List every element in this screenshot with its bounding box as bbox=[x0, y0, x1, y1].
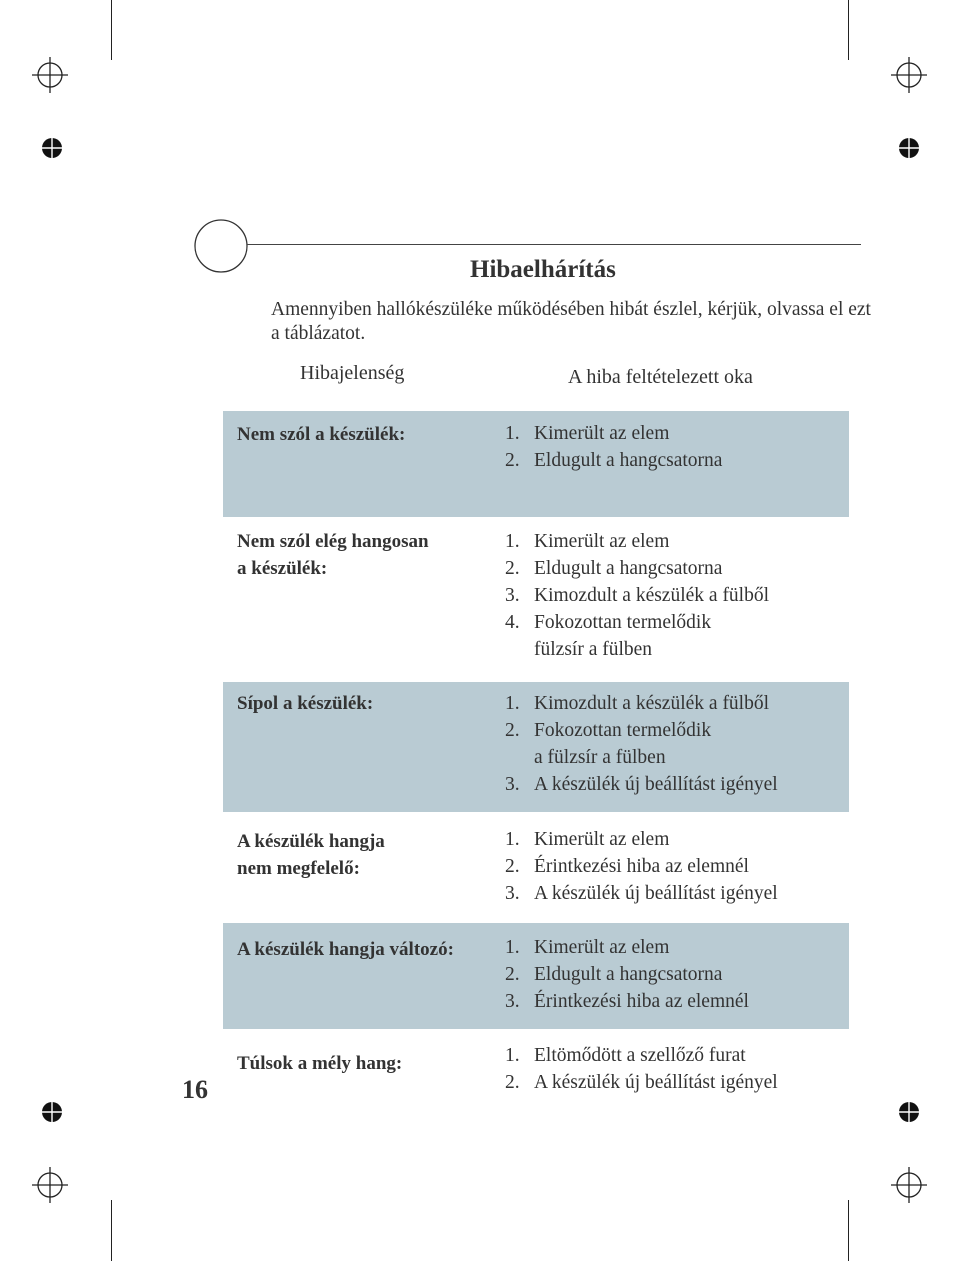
cause-item bbox=[505, 853, 778, 880]
symptom-label bbox=[237, 421, 405, 448]
header-rule bbox=[247, 244, 861, 245]
registration-dot-icon bbox=[897, 136, 921, 160]
cause-item bbox=[505, 582, 769, 609]
table-row bbox=[223, 682, 849, 812]
table-row bbox=[223, 1029, 849, 1109]
crop-mark-bottom-left bbox=[111, 1200, 112, 1261]
cause-text: Kimerült az elem bbox=[534, 531, 670, 552]
cause-number: 2. bbox=[505, 1072, 520, 1093]
cause-text: Érintkezési hiba az elemnél bbox=[534, 856, 749, 877]
cause-list bbox=[505, 420, 722, 474]
cause-item bbox=[505, 420, 722, 447]
cause-list bbox=[505, 826, 778, 907]
cause-item bbox=[505, 1069, 778, 1096]
registration-crosshair-icon bbox=[891, 57, 927, 93]
cause-item bbox=[505, 880, 778, 907]
cause-item bbox=[505, 988, 749, 1015]
cause-number: 2. bbox=[505, 720, 520, 741]
cause-text: A készülék új beállítást igényel bbox=[534, 883, 778, 904]
cause-item bbox=[505, 771, 778, 798]
cause-item bbox=[505, 690, 778, 717]
symptom-label bbox=[237, 828, 385, 882]
cause-text: Kimerült az elem bbox=[534, 829, 670, 850]
cause-item bbox=[505, 744, 778, 771]
cause-number: 1. bbox=[505, 693, 520, 714]
symptom-line: Sípol a készülék: bbox=[237, 693, 374, 714]
symptom-label bbox=[237, 528, 429, 582]
registration-crosshair-icon bbox=[32, 57, 68, 93]
cause-text: Fokozottan termelődik bbox=[534, 720, 712, 741]
symptom-line: nem megfelelő: bbox=[237, 858, 360, 879]
registration-dot-icon bbox=[40, 1100, 64, 1124]
cause-number: 2. bbox=[505, 450, 520, 471]
cause-list bbox=[505, 934, 749, 1015]
symptom-line: Nem szól elég hangosan bbox=[237, 531, 429, 552]
cause-item bbox=[505, 1042, 778, 1069]
cause-number: 3. bbox=[505, 585, 520, 606]
cause-text: Eldugult a hangcsatorna bbox=[534, 964, 723, 985]
crop-mark-top-left bbox=[111, 0, 112, 60]
symptom-line: Nem szól a készülék: bbox=[237, 424, 406, 445]
symptom-label bbox=[237, 936, 454, 963]
cause-number: 3. bbox=[505, 991, 520, 1012]
chapter-circle-icon bbox=[193, 218, 249, 274]
table-row bbox=[223, 517, 849, 682]
table-row bbox=[223, 812, 849, 923]
symptom-line: A készülék hangja bbox=[237, 831, 385, 852]
symptom-line: a készülék: bbox=[237, 558, 328, 579]
registration-crosshair-icon bbox=[891, 1167, 927, 1203]
cause-item bbox=[505, 528, 769, 555]
cause-number: 1. bbox=[505, 829, 520, 850]
cause-item bbox=[505, 555, 769, 582]
intro-text: Amennyiben hallókészüléke működésében hibát észlel, kérjük, olvassa el ezt a táblázatot. bbox=[271, 299, 871, 344]
registration-dot-icon bbox=[897, 1100, 921, 1124]
cause-list bbox=[505, 528, 769, 663]
symptom-label bbox=[237, 1050, 402, 1077]
cause-text: Fokozottan termelődik bbox=[534, 612, 712, 633]
cause-number: 2. bbox=[505, 558, 520, 579]
cause-text: a fülzsír a fülben bbox=[534, 747, 666, 768]
page-title: Hibaelhárítás bbox=[470, 256, 616, 283]
cause-number: 2. bbox=[505, 964, 520, 985]
crop-mark-top-right bbox=[848, 0, 849, 60]
cause-text: Kimozdult a készülék a fülből bbox=[534, 585, 770, 606]
cause-item bbox=[505, 961, 749, 988]
cause-text: Kimerült az elem bbox=[534, 423, 670, 444]
cause-number: 1. bbox=[505, 1045, 520, 1066]
cause-text: A készülék új beállítást igényel bbox=[534, 1072, 778, 1093]
cause-item bbox=[505, 609, 769, 636]
cause-number: 1. bbox=[505, 531, 520, 552]
cause-item bbox=[505, 447, 722, 474]
registration-crosshair-icon bbox=[32, 1167, 68, 1203]
column-header-cause: A hiba feltételezett oka bbox=[568, 366, 753, 388]
cause-text: A készülék új beállítást igényel bbox=[534, 774, 778, 795]
table-row bbox=[223, 923, 849, 1029]
cause-item bbox=[505, 636, 769, 663]
symptom-line: A készülék hangja változó: bbox=[237, 939, 454, 960]
cause-text: Eldugult a hangcsatorna bbox=[534, 450, 723, 471]
cause-number: 2. bbox=[505, 856, 520, 877]
cause-item bbox=[505, 717, 778, 744]
cause-text: Érintkezési hiba az elemnél bbox=[534, 991, 749, 1012]
column-header-symptom: Hibajelenség bbox=[300, 362, 405, 384]
cause-number: 1. bbox=[505, 423, 520, 444]
cause-list bbox=[505, 690, 778, 798]
page-number: 16 bbox=[182, 1075, 208, 1104]
cause-number: 1. bbox=[505, 937, 520, 958]
cause-text: fülzsír a fülben bbox=[534, 639, 653, 660]
cause-text: Kimozdult a készülék a fülből bbox=[534, 693, 770, 714]
cause-number: 3. bbox=[505, 883, 520, 904]
cause-number: 3. bbox=[505, 774, 520, 795]
cause-text: Eltömődött a szellőző furat bbox=[534, 1045, 746, 1066]
cause-number: 4. bbox=[505, 612, 520, 633]
symptom-line: Túlsok a mély hang: bbox=[237, 1053, 403, 1074]
cause-text: Kimerült az elem bbox=[534, 937, 670, 958]
symptom-label bbox=[237, 690, 373, 717]
table-row bbox=[223, 411, 849, 517]
cause-text: Eldugult a hangcsatorna bbox=[534, 558, 723, 579]
crop-mark-bottom-right bbox=[848, 1200, 849, 1261]
cause-item bbox=[505, 934, 749, 961]
registration-dot-icon bbox=[40, 136, 64, 160]
cause-list bbox=[505, 1042, 778, 1096]
cause-item bbox=[505, 826, 778, 853]
